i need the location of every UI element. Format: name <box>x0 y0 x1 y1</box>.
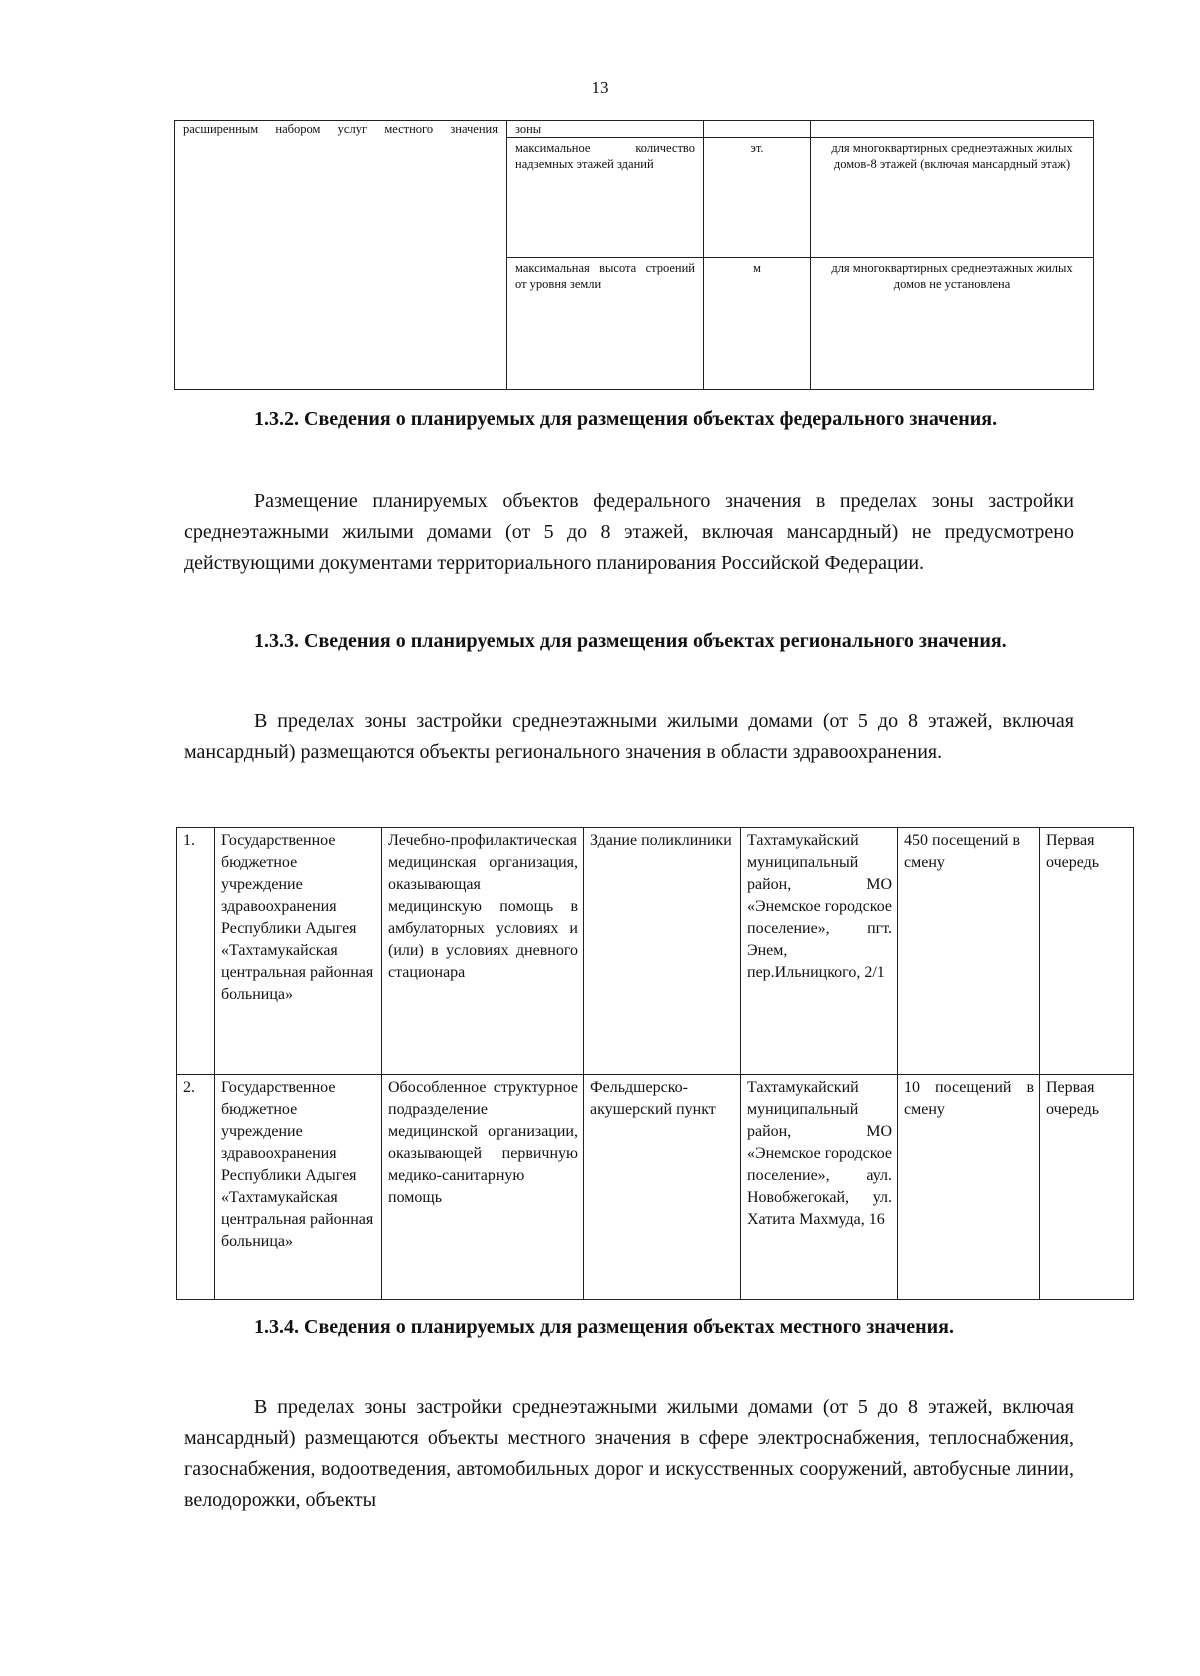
table-cell: максимальное количество надземных этажей зданий <box>507 138 704 258</box>
table-cell: м <box>704 258 811 390</box>
table-cell <box>704 121 811 138</box>
row-number: 2. <box>177 1075 215 1300</box>
table-cell: расширенным набором услуг местного значения <box>175 121 507 390</box>
section-text-1-3-4: В пределах зоны застройки среднеэтажными жилыми домами (от 5 до 8 этажей, включая мансардный) размещаются объекты местного значения в сфере электроснабжения, теплоснабжения, газоснабжения, водоотведения, автомобильных дорог и искусственных сооружений, автобусные линии, велодорожки, объекты <box>184 1396 1074 1511</box>
object-name-cell: Здание поликлиники <box>584 828 741 1075</box>
priority-cell: Первая очередь <box>1040 828 1134 1075</box>
table-cell: зоны <box>507 121 704 138</box>
section-text-1-3-2: Размещение планируемых объектов федерального значения в пределах зоны застройки среднеэтажными жилыми домами (от 5 до 8 этажей, включая мансардный) не предусмотрено действующими документами территориального планирования Российской Федерации. <box>184 490 1074 574</box>
planned-objects-table <box>176 827 1134 1300</box>
table-row <box>175 121 1094 138</box>
organization-cell: Государственное бюджетное учреждение здравоохранения Республики Адыгея «Тахтамукайская центральная районная больница» <box>215 828 382 1075</box>
capacity-cell: 450 посещений в смену <box>898 828 1040 1075</box>
table-cell: для многоквартирных среднеэтажных жилых домов не установлена <box>811 258 1094 390</box>
table-cell: для многоквартирных среднеэтажных жилых домов-8 этажей (включая мансардный этаж) <box>811 138 1094 258</box>
page-number: 13 <box>591 78 609 97</box>
table-row <box>177 828 1134 1075</box>
table-cell: максимальная высота строений от уровня земли <box>507 258 704 390</box>
section-heading-1-3-2: 1.3.2. Сведения о планируемых для размещения объектах федерального значения. <box>254 408 998 430</box>
section-text-1-3-3: В пределах зоны застройки среднеэтажными жилыми домами (от 5 до 8 этажей, включая мансардный) размещаются объекты регионального значения в области здравоохранения. <box>184 710 1074 763</box>
capacity-cell: 10 посещений в смену <box>898 1075 1040 1300</box>
section-heading-1-3-3: 1.3.3. Сведения о планируемых для размещения объектах регионального значения. <box>254 630 1007 652</box>
object-type-cell: Обособленное структурное подразделение медицинской организации, оказывающей первичную медико-санитарную помощь <box>382 1075 584 1300</box>
zone-parameters-table <box>174 120 1094 390</box>
object-name-cell: Фельдшерско-акушерский пункт <box>584 1075 741 1300</box>
organization-cell: Государственное бюджетное учреждение здравоохранения Республики Адыгея «Тахтамукайская центральная районная больница» <box>215 1075 382 1300</box>
location-cell: Тахтамукайский муниципальный район, МО «Энемское городское поселение», пгт. Энем, пер.Ильницкого, 2/1 <box>741 828 898 1075</box>
priority-cell: Первая очередь <box>1040 1075 1134 1300</box>
table-row <box>177 1075 1134 1300</box>
row-number: 1. <box>177 828 215 1075</box>
table-cell <box>811 121 1094 138</box>
object-type-cell: Лечебно-профилактическая медицинская организация, оказывающая медицинскую помощь в амбулаторных условиях и (или) в условиях дневного стационара <box>382 828 584 1075</box>
location-cell: Тахтамукайский муниципальный район, МО «Энемское городское поселение», аул. Новобжегокай, ул. Хатита Махмуда, 16 <box>741 1075 898 1300</box>
table-cell: эт. <box>704 138 811 258</box>
section-heading-1-3-4: 1.3.4. Сведения о планируемых для размещения объектах местного значения. <box>254 1316 954 1338</box>
